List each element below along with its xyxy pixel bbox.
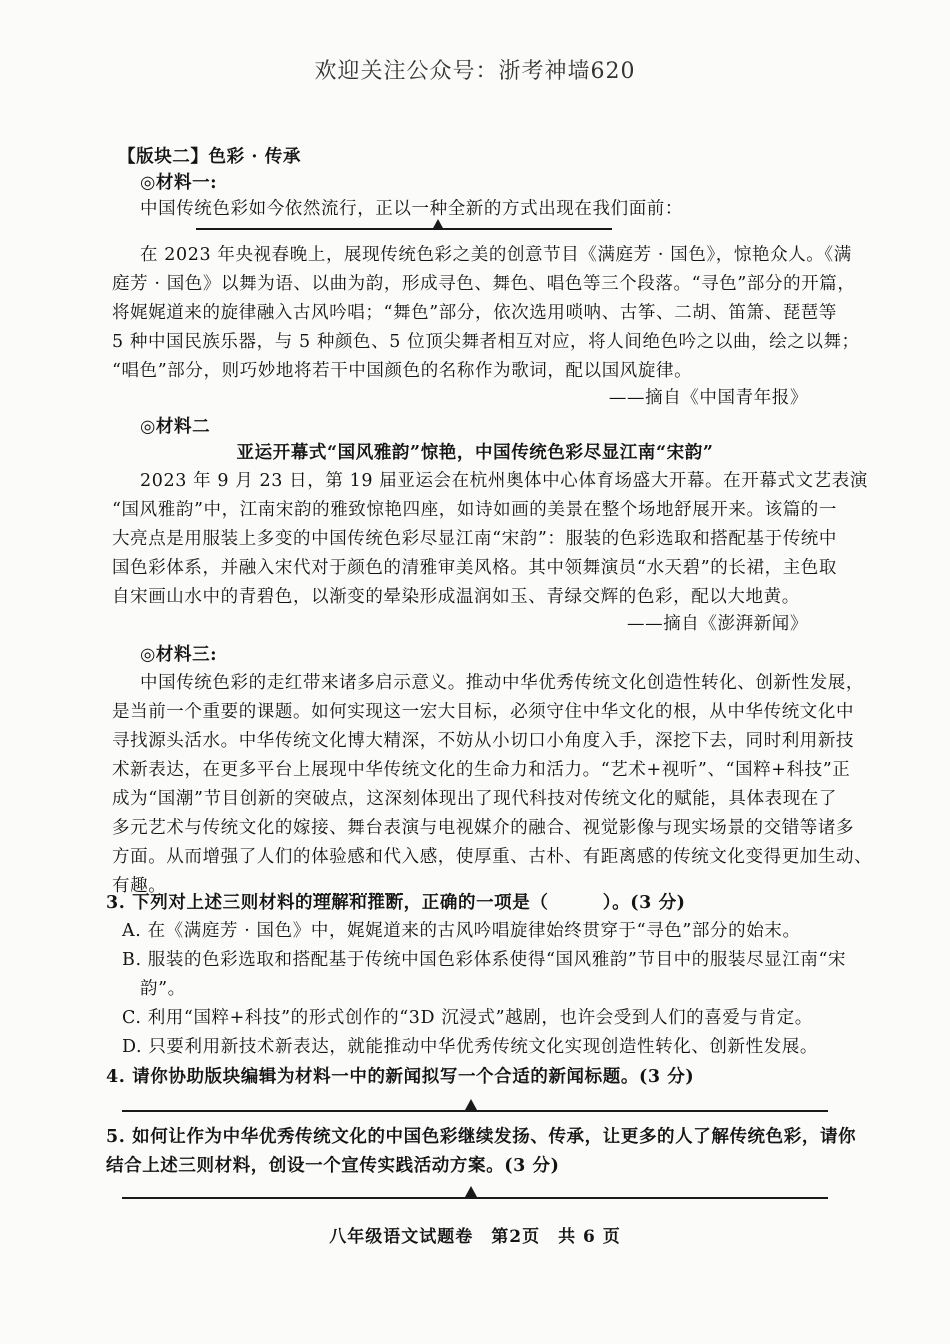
blank-marker-triangle bbox=[432, 219, 444, 230]
question-3-stem bbox=[106, 892, 686, 914]
question-3-emphasis: 理解和推断 bbox=[313, 893, 404, 913]
material3-line: 成为“国潮”节目创新的突破点，这深刻体现出了现代科技对传统文化的赋能，具体表现在了 bbox=[112, 789, 837, 809]
answer-line-material1 bbox=[196, 228, 612, 230]
material1-line: 庭芳 · 国色》以舞为语、以曲为韵，形成寻色、舞色、唱色等三个段落。“寻色”部分的开篇， bbox=[112, 274, 856, 294]
material3-line: 是当前一个重要的课题。如何实现这一宏大目标，必须守住中华文化的根，从中华传统文化中 bbox=[112, 702, 855, 722]
question-3-option-a: A. 在《满庭芳 · 国色》中，娓娓道来的古风吟唱旋律始终贯穿于“寻色”部分的始末。 bbox=[122, 921, 801, 941]
question-3-stem-start: 3. 下列对上述三则材料的 bbox=[106, 893, 314, 913]
blank-marker-triangle bbox=[465, 1186, 477, 1197]
material2-headline: 亚运开幕式“国风雅韵”惊艳，中国传统色彩尽显江南“宋韵” bbox=[236, 443, 714, 463]
page-footer: 八年级语文试题卷 第2页 共 6 页 bbox=[329, 1227, 621, 1247]
question-4-stem: 4. 请你协助版块编辑为材料一中的新闻拟写一个合适的新闻标题。(3 分) bbox=[106, 1067, 695, 1087]
question-5-stem: 5. 如何让作为中华优秀传统文化的中国色彩继续发扬、传承，让更多的人了解传统色彩，请你 bbox=[106, 1127, 857, 1147]
material1-line: 在 2023 年央视春晚上，展现传统色彩之美的创意节目《满庭芳 · 国色》，惊艳众人。《满 bbox=[140, 245, 852, 265]
material2-line: 2023 年 9 月 23 日，第 19 届亚运会在杭州奥体中心体育场盛大开幕。在开幕式文艺表演 bbox=[140, 471, 868, 491]
material1-label: ◎材料一: bbox=[140, 173, 218, 193]
material3-line: 术新表达，在更多平台上展现中华传统文化的生命力和活力。“艺术+视听”、“国粹+科技”正 bbox=[112, 760, 851, 780]
material3-line: 方面。从而增强了人们的体验感和代入感，使厚重、古朴、有距离感的传统文化变得更加生动、 bbox=[112, 847, 873, 867]
material2-line: “国风雅韵”中，江南宋韵的雅致惊艳四座，如诗如画的美景在整个场地舒展开来。该篇的一 bbox=[112, 500, 837, 520]
material2-line: 自宋画山水中的青碧色，以渐变的晕染形成温润如玉、青绿交辉的色彩，配以大地黄。 bbox=[112, 587, 800, 607]
material1-source: ——摘自《中国青年报》 bbox=[608, 388, 808, 408]
answer-line-question-5 bbox=[122, 1197, 828, 1199]
material1-line: “唱色”部分，则巧妙地将若干中国颜色的名称作为歌词，配以国风旋律。 bbox=[112, 361, 693, 381]
question-3-stem-end: ，正确的一项是（ ）。(3 分) bbox=[403, 893, 686, 913]
material1-line: 将娓娓道来的旋律融入古风吟唱；“舞色”部分，依次选用唢呐、古筝、二胡、笛箫、琵琶等 bbox=[112, 303, 837, 323]
material1-intro: 中国传统色彩如今依然流行，正以一种全新的方式出现在我们面前： bbox=[140, 199, 683, 219]
material2-line: 大亮点是用服装上多变的中国传统色彩尽显江南“宋韵”：服装的色彩选取和搭配基于传统中 bbox=[112, 529, 837, 549]
blank-marker-triangle bbox=[465, 1099, 477, 1110]
material2-source: ——摘自《澎湃新闻》 bbox=[627, 614, 808, 634]
question-3-option-c: C. 利用“国粹+科技”的形式创作的“3D 沉浸式”越剧，也许会受到人们的喜爱与肯定。 bbox=[122, 1008, 813, 1028]
question-3-option-b-cont: 韵”。 bbox=[140, 979, 186, 999]
material3-line: 多元艺术与传统文化的嫁接、舞台表演与电视媒介的融合、视觉影像与现实场景的交错等诸多 bbox=[112, 818, 855, 838]
material3-label: ◎材料三: bbox=[140, 645, 218, 665]
material3-line: 中国传统色彩的走红带来诸多启示意义。推动中华优秀传统文化创造性转化、创新性发展， bbox=[140, 673, 864, 693]
material2-line: 国色彩体系，并融入宋代对于颜色的清雅审美风格。其中领舞演员“水天碧”的长裙，主色取 bbox=[112, 558, 837, 578]
section-title: 【版块二】色彩 · 传承 bbox=[118, 147, 301, 167]
answer-line-question-4 bbox=[122, 1110, 828, 1112]
question-5-stem-cont: 结合上述三则材料，创设一个宣传实践活动方案。(3 分) bbox=[106, 1156, 560, 1176]
watermark: 欢迎关注公众号：浙考神墙620 bbox=[314, 59, 636, 84]
question-3-option-d: D. 只要利用新技术新表达，就能推动中华优秀传统文化实现创造性转化、创新性发展。 bbox=[122, 1037, 819, 1057]
question-3-option-b: B. 服装的色彩选取和搭配基于传统中国色彩体系使得“国风雅韵”节目中的服装尽显江南“宋 bbox=[122, 950, 847, 970]
material1-line: 5 种中国民族乐器，与 5 种颜色、5 位顶尖舞者相互对应，将人间绝色吟之以曲，绘之以舞； bbox=[112, 332, 860, 352]
material2-label: ◎材料二 bbox=[140, 417, 211, 437]
material3-line: 寻找源头活水。中华传统文化博大精深，不妨从小切口小角度入手，深挖下去，同时利用新技 bbox=[112, 731, 855, 751]
material3-line: 有趣。 bbox=[112, 876, 167, 896]
